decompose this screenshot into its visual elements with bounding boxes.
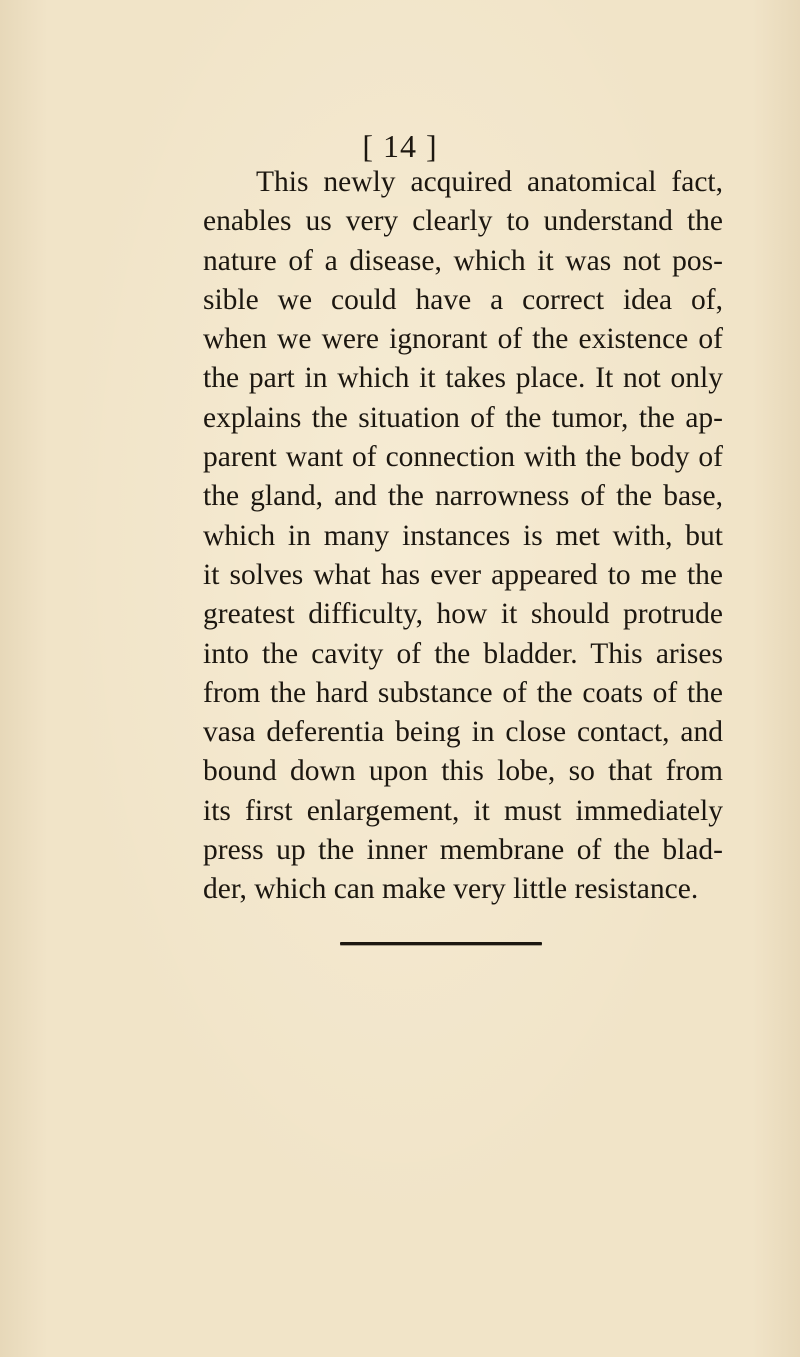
text-line: the gland, and the narrowness of the base,	[203, 480, 723, 513]
body-paragraph	[203, 163, 723, 910]
text-line: which in many instances is met with, but	[203, 519, 723, 552]
text-line: This newly acquired anatomical fact,	[256, 166, 723, 198]
text-line: parent want of connection with the body of	[203, 441, 723, 474]
text-line: from the hard substance of the coats of the	[203, 676, 723, 709]
text-line: press up the inner membrane of the blad-	[203, 834, 723, 867]
text-line: bound down upon this lobe, so that from	[203, 755, 723, 788]
text-line: explains the situation of the tumor, the ap-	[203, 401, 723, 434]
text-line: the part in which it takes place. It not only	[203, 362, 723, 395]
section-end-rule	[340, 942, 542, 945]
text-line: sible we could have a correct idea of,	[203, 283, 723, 316]
text-line: its first enlargement, it must immediately	[203, 794, 723, 827]
text-line: vasa deferentia being in close contact, and	[203, 716, 723, 749]
text-line: greatest difficulty, how it should protrude	[203, 598, 723, 631]
page-number: [ 14 ]	[362, 128, 438, 164]
text-line: when we were ignorant of the existence of	[203, 323, 723, 356]
text-line: nature of a disease, which it was not pos-	[203, 244, 723, 277]
text-line: it solves what has ever appeared to me the	[203, 558, 723, 591]
text-line: into the cavity of the bladder. This arises	[203, 637, 723, 670]
text-line: der, which can make very little resistance.	[203, 873, 699, 906]
text-line: enables us very clearly to understand the	[203, 205, 723, 238]
